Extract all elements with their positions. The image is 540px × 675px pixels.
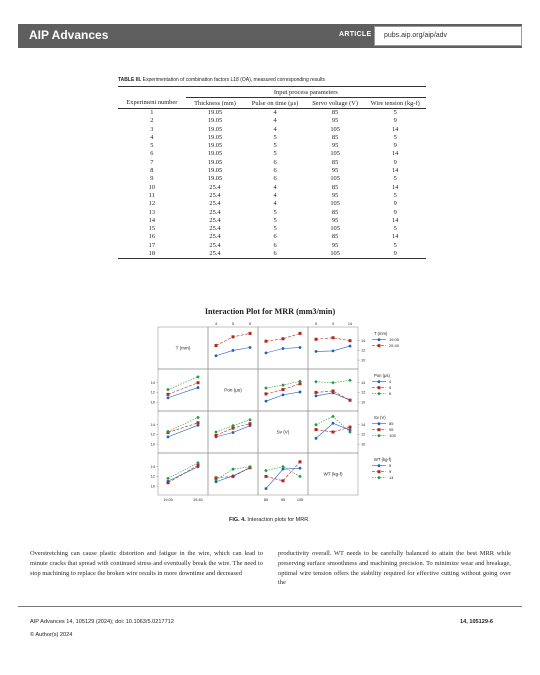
series-line — [168, 417, 198, 431]
table-cell: 9 — [393, 117, 397, 125]
y-tick-label: 10 — [150, 442, 155, 447]
table-cell: 5 — [393, 109, 397, 116]
table-cell: 5 — [393, 225, 397, 233]
data-point — [315, 394, 318, 397]
y-tick-label: 14 — [150, 465, 155, 470]
data-point — [282, 337, 285, 340]
table-cell: 19.05 — [207, 167, 223, 175]
table-cell: 6 — [273, 158, 277, 166]
table-cell: 5 — [393, 241, 397, 249]
table-cell: 19.05 — [207, 133, 223, 141]
data-point — [167, 481, 170, 484]
legend-entry: 9 — [389, 469, 392, 474]
footer-citation: AIP Advances 14, 105129 (2024); doi: 10.1063/5.0217712 — [30, 619, 174, 625]
plot-panel-frame — [208, 453, 258, 495]
data-point — [166, 388, 170, 392]
table-cell: 25.4 — [209, 233, 221, 241]
table-cell: 85 — [331, 158, 339, 166]
legend-entry: 19.05 — [389, 337, 400, 342]
table-cell: 6 — [273, 175, 277, 183]
y-tick-label: 12 — [150, 390, 155, 395]
data-point — [196, 416, 200, 420]
article-type-label: ARTICLE — [339, 31, 372, 38]
table-cell: 105 — [330, 175, 340, 183]
data-point — [281, 465, 285, 469]
table-cell: 25.4 — [209, 216, 221, 224]
table-cell: 6 — [273, 241, 277, 249]
y-tick-label: 14 — [361, 339, 366, 344]
table-cell: 85 — [331, 133, 339, 141]
table-cell: 14 — [391, 233, 399, 241]
y-tick-label: 10 — [361, 442, 366, 447]
x-tick-label: 25.40 — [193, 498, 203, 502]
legend-title: WT (kg-f) — [374, 457, 392, 462]
data-point — [265, 351, 268, 354]
plot-panel-frame — [158, 411, 208, 453]
legend-entry: 4 — [389, 379, 392, 384]
data-point — [167, 393, 170, 396]
table-cell: 14 — [391, 167, 399, 175]
table-cell: 19.05 — [207, 175, 223, 183]
table-cell: 25.4 — [209, 191, 221, 199]
legend-marker — [378, 344, 381, 347]
table-cell: 9 — [150, 175, 154, 183]
data-point — [166, 477, 170, 481]
x-tick-label: 85 — [263, 498, 269, 502]
table-cell: 105 — [330, 150, 340, 158]
table-cell: 95 — [331, 142, 339, 150]
legend-entry: 105 — [389, 433, 396, 438]
factor-label: Pon (μs) — [224, 387, 242, 393]
figure-label: FIG. 4. — [229, 517, 246, 523]
factor-label: T (mm) — [175, 345, 191, 351]
table-cell: 1 — [150, 109, 154, 116]
data-point — [231, 467, 235, 471]
experiment-table — [118, 86, 426, 259]
factor-label: WT (kg-f) — [323, 471, 343, 477]
data-point — [282, 393, 285, 396]
table-cell: 95 — [331, 191, 339, 199]
series-line — [266, 392, 300, 401]
legend-entry: 5 — [389, 463, 392, 468]
table-cell: 85 — [331, 208, 339, 216]
data-point — [299, 460, 302, 463]
table-cell: 19.05 — [207, 125, 223, 133]
data-point — [315, 350, 318, 353]
table-row — [118, 142, 426, 150]
legend-marker — [378, 428, 381, 431]
table-cell: 4 — [273, 117, 277, 125]
table-cell: 6 — [244, 250, 306, 259]
table-cell: 5 — [150, 142, 154, 150]
table-row — [118, 225, 426, 233]
legend-entry: 85 — [389, 421, 394, 426]
data-point — [265, 400, 268, 403]
table-cell: 5 — [393, 133, 397, 141]
table-cell: 5 — [273, 142, 277, 150]
data-point — [315, 338, 318, 341]
table-cell: 6 — [150, 150, 154, 158]
table-cell: 16 — [148, 233, 156, 241]
y-tick-label: 10 — [361, 358, 366, 363]
legend-entry: 14 — [389, 475, 394, 480]
data-point — [299, 346, 302, 349]
data-point — [332, 422, 335, 425]
table-column-header: Pulse on time (μs) — [244, 98, 306, 109]
data-point — [167, 435, 170, 438]
data-point — [248, 418, 252, 422]
data-point — [232, 349, 235, 352]
series-line — [168, 467, 198, 482]
table-cell: 5 — [273, 208, 277, 216]
table-cell: 9 — [364, 250, 426, 259]
legend-marker — [377, 476, 381, 480]
table-row — [118, 242, 426, 250]
x-tick-label: 5 — [231, 322, 235, 326]
data-point — [332, 336, 335, 339]
y-tick-label: 12 — [361, 390, 366, 395]
table-cell: 25.4 — [209, 208, 221, 216]
table-cell: 5 — [393, 175, 397, 183]
table-cell: 12 — [148, 200, 156, 208]
table-cell: 19.05 — [207, 109, 223, 116]
legend-marker — [378, 386, 381, 389]
series-line — [266, 468, 300, 488]
data-point — [332, 389, 335, 392]
table-cell: 13 — [148, 208, 156, 216]
table-cell: 25.4 — [209, 241, 221, 249]
data-point — [349, 399, 352, 402]
legend-marker — [377, 434, 381, 438]
data-point — [299, 467, 302, 470]
legend-marker — [378, 380, 381, 383]
x-tick-label: 95 — [280, 498, 286, 502]
table-cell: 25.4 — [209, 200, 221, 208]
x-tick-label: 105 — [296, 498, 304, 502]
table-cell: 5 — [273, 133, 277, 141]
series-line — [266, 462, 300, 481]
table-cell: 4 — [273, 183, 277, 191]
data-point — [349, 345, 352, 348]
table-cell: 4 — [273, 191, 277, 199]
y-tick-label: 10 — [361, 400, 366, 405]
table-row — [118, 184, 426, 192]
data-point — [264, 386, 268, 390]
table-cell: 5 — [273, 225, 277, 233]
table-column-header: Thickness (mm) — [186, 98, 245, 109]
table-group-header: Input process parameters — [186, 87, 426, 98]
table-cell: 11 — [148, 191, 155, 199]
table-cell: 85 — [331, 109, 339, 116]
plot-panel-frame — [158, 369, 208, 411]
table-cell: 9 — [393, 158, 397, 166]
legend-marker — [378, 338, 381, 341]
figure-caption-text: Interaction plots for MRR. — [247, 517, 310, 523]
table-cell: 17 — [148, 241, 156, 249]
data-point — [196, 375, 200, 379]
interaction-plot — [114, 300, 426, 512]
x-tick-label: 6 — [248, 322, 252, 326]
table-cell: 4 — [273, 109, 277, 116]
table-cell: 8 — [150, 167, 154, 175]
data-point — [265, 487, 268, 490]
data-point — [167, 396, 170, 399]
data-point — [298, 475, 302, 479]
table-cell: 105 — [330, 125, 340, 133]
table-cell: 19.05 — [207, 150, 223, 158]
y-tick-label: 14 — [361, 423, 366, 428]
journal-url-link[interactable]: pubs.aip.org/aip/adv — [384, 32, 448, 39]
table-cell: 14 — [391, 150, 399, 158]
data-point — [282, 347, 285, 350]
table-cell: 95 — [331, 216, 339, 224]
table-cell: 14 — [391, 216, 399, 224]
data-point — [197, 386, 200, 389]
data-point — [215, 344, 218, 347]
table-row — [118, 109, 426, 118]
table-cell: 6 — [273, 167, 277, 175]
footer-divider — [18, 606, 522, 607]
legend-entry: 25.40 — [389, 343, 400, 348]
data-point — [214, 430, 218, 434]
table-row — [118, 209, 426, 217]
table-cell: 5 — [273, 216, 277, 224]
table-row — [118, 192, 426, 200]
x-tick-label: 9 — [331, 322, 335, 326]
table-cell: 4 — [273, 125, 277, 133]
table-caption — [118, 77, 325, 83]
table-cell: 18 — [118, 250, 186, 259]
data-point — [315, 428, 318, 431]
data-point — [315, 437, 318, 440]
y-tick-label: 14 — [150, 423, 155, 428]
table-cell: 4 — [150, 133, 154, 141]
y-tick-label: 10 — [150, 400, 155, 405]
chart-title: Interaction Plot for MRR (mm3/min) — [204, 307, 336, 316]
table-column-header: Experiment number — [118, 98, 186, 109]
legend-title: Pon (μs) — [374, 373, 390, 378]
series-line — [168, 463, 198, 479]
legend-marker — [378, 470, 381, 473]
table-cell: 3 — [150, 125, 154, 133]
legend-title: T (mm) — [374, 331, 388, 336]
table-cell: 25.4 — [209, 225, 221, 233]
table-row — [118, 200, 426, 208]
y-tick-label: 12 — [150, 474, 155, 479]
data-point — [348, 378, 352, 382]
legend-entry: 5 — [389, 385, 392, 390]
table-cell: 10 — [148, 183, 156, 191]
table-label: TABLE III. — [118, 77, 142, 83]
data-point — [232, 431, 235, 434]
table-row — [118, 233, 426, 241]
table-cell: 15 — [148, 225, 156, 233]
table-row — [118, 117, 426, 125]
table-header-spacer — [118, 87, 186, 98]
table-cell: 4 — [273, 200, 277, 208]
data-point — [331, 415, 335, 419]
footer-page-number: 14, 105129-6 — [460, 619, 493, 625]
data-point — [249, 422, 252, 425]
legend-marker — [378, 464, 381, 467]
table-caption-text: Experimentation of combination factors L18 (OA), measured corresponding results — [142, 77, 325, 83]
table-cell: 14 — [391, 125, 399, 133]
table-cell: 95 — [331, 117, 339, 125]
data-point — [332, 431, 335, 434]
table-cell: 105 — [306, 250, 365, 259]
table-cell: 95 — [331, 241, 339, 249]
data-point — [349, 426, 352, 429]
legend-marker — [378, 422, 381, 425]
data-point — [349, 339, 352, 342]
data-point — [265, 475, 268, 478]
legend-entry: 6 — [389, 391, 392, 396]
table-row — [118, 126, 426, 134]
x-tick-label: 4 — [214, 322, 218, 326]
data-point — [249, 346, 252, 349]
table-row — [118, 150, 426, 158]
data-point — [282, 479, 285, 482]
x-tick-label: 5 — [314, 322, 318, 326]
data-point — [314, 423, 318, 427]
series-line — [216, 333, 250, 345]
data-point — [299, 391, 302, 394]
data-point — [332, 350, 335, 353]
table-cell: 19.05 — [207, 158, 223, 166]
table-cell: 105 — [330, 225, 340, 233]
data-point — [264, 469, 268, 473]
legend-entry: 95 — [389, 427, 394, 432]
y-tick-label: 14 — [361, 381, 366, 386]
data-point — [299, 332, 302, 335]
table-cell: 25.4 — [209, 183, 221, 191]
table-cell: 85 — [331, 183, 339, 191]
table-column-header: Wire tension (kg-f) — [364, 98, 426, 109]
table-cell: 85 — [331, 233, 339, 241]
table-cell: 95 — [331, 167, 339, 175]
table-cell: 9 — [393, 200, 397, 208]
data-point — [197, 421, 200, 424]
y-tick-label: 12 — [361, 348, 366, 353]
plot-panel-frame — [308, 327, 358, 369]
data-point — [282, 388, 285, 391]
body-text-column-1: Overstretching can cause plastic distortion and fatigue in the wire, which can lead to minute cracks that spread with continued stress and eventually break the wire. The need to stop machining to replace the broken wire results in more downtime and decreased — [30, 550, 263, 577]
x-tick-label: 14 — [347, 322, 353, 326]
table-cell: 5 — [273, 150, 277, 158]
data-point — [314, 380, 318, 384]
table-row — [118, 134, 426, 142]
table-cell: 7 — [150, 158, 154, 166]
data-point — [215, 354, 218, 357]
legend-title: Sv (V) — [374, 415, 386, 420]
journal-name: AIP Advances — [29, 28, 109, 42]
table-cell: 9 — [393, 208, 397, 216]
table-cell: 19.05 — [207, 142, 223, 150]
table-cell: 14 — [148, 216, 156, 224]
data-point — [215, 434, 218, 437]
table-column-header: Servo voltage (V) — [306, 98, 365, 109]
table-cell: 25.4 — [186, 250, 245, 259]
table-row — [118, 159, 426, 167]
data-point — [348, 430, 352, 434]
data-point — [265, 340, 268, 343]
table-row — [118, 217, 426, 225]
table-cell: 5 — [393, 191, 397, 199]
factor-label: Sv (V) — [276, 429, 290, 435]
table-row — [118, 175, 426, 183]
y-tick-label: 14 — [150, 381, 155, 386]
data-point — [331, 381, 335, 385]
series-line — [168, 377, 198, 390]
legend-marker — [377, 392, 381, 396]
data-point — [249, 332, 252, 335]
figure-caption — [229, 517, 310, 523]
y-tick-label: 12 — [150, 432, 155, 437]
data-point — [232, 335, 235, 338]
data-point — [232, 475, 235, 478]
table-row — [118, 167, 426, 175]
table-row — [118, 250, 426, 259]
table-cell: 9 — [393, 142, 397, 150]
table-cell: 6 — [273, 233, 277, 241]
data-point — [281, 383, 285, 387]
table-cell: 2 — [150, 117, 154, 125]
x-tick-label: 19.05 — [163, 498, 173, 502]
y-tick-label: 12 — [361, 432, 366, 437]
data-point — [197, 381, 200, 384]
data-point — [315, 391, 318, 394]
table-cell: 19.05 — [207, 117, 223, 125]
body-text-column-2: productivity overall. WT needs to be carefully balanced to attain the best MRR while preserving surface smoothness and machining precision. To minimize wear and breakage, optimal wire tension offers the stability required for effective cutting without going over the — [278, 550, 511, 587]
table-cell: 105 — [330, 200, 340, 208]
footer-copyright: © Author(s) 2024 — [30, 632, 73, 638]
data-point — [265, 392, 268, 395]
y-tick-label: 10 — [150, 484, 155, 489]
table-cell: 14 — [391, 183, 399, 191]
